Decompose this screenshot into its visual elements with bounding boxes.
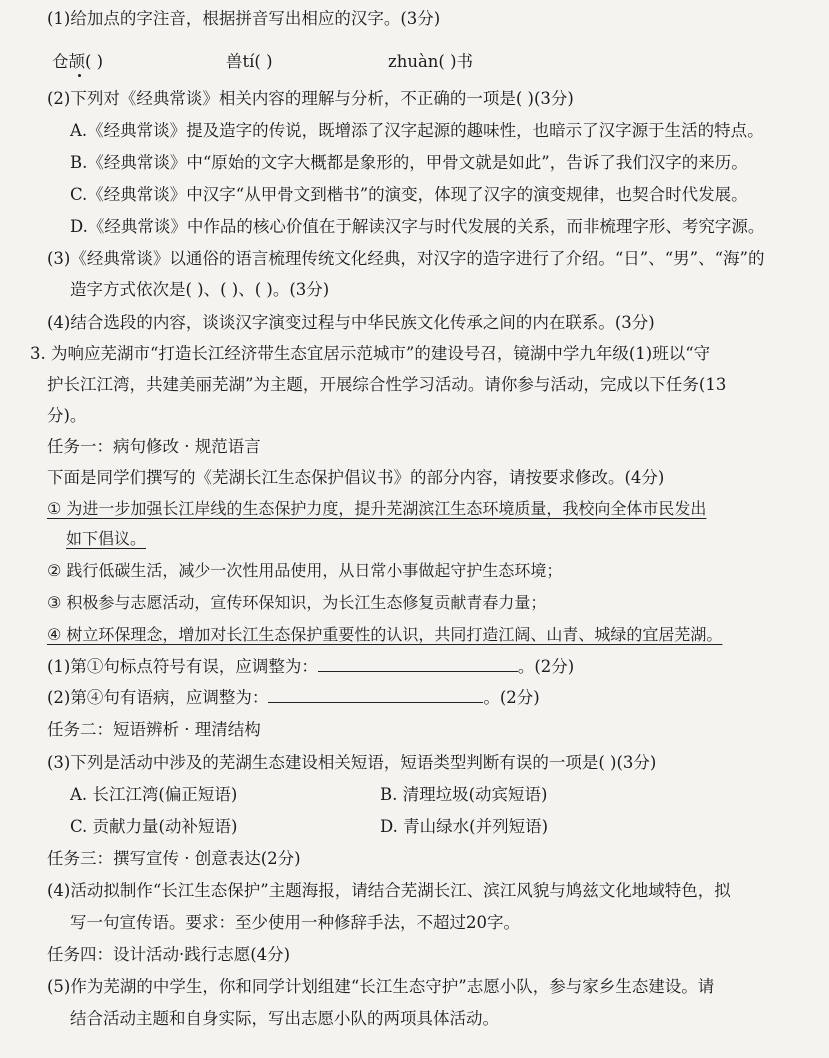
task4-line1: (5)作为芜湖的中学生，你和同学计划组建“长江生态守护”志愿小队，参与家乡生态建设。请 — [47, 977, 715, 996]
task1-title: 任务一：病句修改 · 规范语言 — [47, 437, 261, 456]
task1-q1-text: (1)第①句标点符号有误，应调整为： — [47, 657, 318, 676]
q2-2-option-c: C.《经典常谈》中汉字“从甲骨文到楷书”的演变，体现了汉字的演变规律，也契合时代发展。 — [70, 185, 748, 204]
task2-prompt: (3)下列是活动中涉及的芜湖生态建设相关短语，短语类型判断有误的一项是( )(3分) — [47, 753, 657, 772]
q2-2-option-a: A.《经典常谈》提及造字的传说，既增添了汉字起源的趣味性，也暗示了汉字源于生活的特点。 — [70, 121, 764, 140]
task4-line2: 结合活动主题和自身实际，写出志愿小队的两项具体活动。 — [70, 1009, 499, 1028]
q3-intro-line3: 分)。 — [47, 406, 87, 425]
task2-option-d: D. 青山绿水(并列短语) — [380, 817, 549, 836]
task1-sentence-3: ③ 积极参与志愿活动，宣传环保知识，为长江生态修复贡献青春力量； — [47, 593, 547, 612]
q2-1-item-zhuanshu: zhuàn( )书 — [388, 52, 474, 71]
q2-3-line2: 造字方式依次是( )、( )、( )。(3分) — [70, 280, 330, 299]
q2-1-prompt: (1)给加点的字注音，根据拼音写出相应的汉字。(3分) — [47, 9, 441, 28]
q2-4-prompt: (4)结合选段的内容，谈谈汉字演变过程与中华民族文化传承之间的内在联系。(3分) — [47, 313, 655, 332]
emphasis-dot — [78, 74, 81, 77]
task1-q1-score: 。(2分) — [517, 657, 575, 676]
q2-2-option-d: D.《经典常谈》中作品的核心价值在于解读汉字与时代发展的关系，而非梳理字形、考究字源。 — [70, 217, 765, 236]
task1-intro: 下面是同学们撰写的《芜湖长江生态保护倡议书》的部分内容，请按要求修改。(4分) — [47, 468, 665, 487]
task1-q1 — [47, 656, 574, 678]
task3-line2: 写一句宣传语。要求：至少使用一种修辞手法，不超过20字。 — [70, 913, 520, 932]
q3-intro-line2: 护长江江湾，共建美丽芜湖”为主题，开展综合性学习活动。请你参与活动，完成以下任务(13 — [47, 375, 727, 394]
task2-option-c: C. 贡献力量(动补短语) — [70, 817, 238, 836]
task1-sentence-2: ② 践行低碳生活，减少一次性用品使用，从日常小事做起守护生态环境； — [47, 561, 563, 580]
task1-sentence-4: ④ 树立环保理念，增加对长江生态保护重要性的认识，共同打造江阔、山青、城绿的宜居芜湖。 — [47, 625, 723, 644]
task3-line1: (4)活动拟制作“长江生态保护”主题海报，请结合芜湖长江、滨江风貌与鸠兹文化地域特色，拟 — [47, 881, 731, 900]
q3-intro-line1: 3. 为响应芜湖市“打造长江经济带生态宜居示范城市”的建设号召，镜湖中学九年级(1)班以“守 — [30, 344, 711, 363]
q2-3-line1: (3)《经典常谈》以通俗的语言梳理传统文化经典，对汉字的造字进行了介绍。“日”、“男”、“海”的 — [47, 249, 765, 268]
task2-title: 任务二：短语辨析 · 理清结构 — [47, 720, 261, 739]
answer-blank-1[interactable] — [318, 657, 518, 672]
task1-q2-text: (2)第④句有语病，应调整为： — [47, 688, 269, 707]
q2-2-option-b: B.《经典常谈》中“原始的文字大概都是象形的，甲骨文就是如此”，告诉了我们汉字的来历。 — [70, 153, 748, 172]
task3-title: 任务三：撰写宣传 · 创意表达(2分) — [47, 849, 301, 868]
q2-2-prompt: (2)下列对《经典常谈》相关内容的理解与分析，不正确的一项是( )(3分) — [47, 89, 574, 108]
task1-sentence-1a: ① 为进一步加强长江岸线的生态保护力度，提升芜湖滨江生态环境质量，我校向全体市民发出 — [47, 499, 707, 518]
task2-option-a: A. 长江江湾(偏正短语) — [70, 785, 238, 804]
task1-q2-score: 。(2分) — [483, 688, 540, 707]
q2-1-item-cangjie: 仓颉( ) — [52, 52, 104, 71]
answer-blank-2[interactable] — [268, 688, 483, 703]
task1-sentence-1b: 如下倡议。 — [66, 529, 147, 548]
task2-option-b: B. 清理垃圾(动宾短语) — [380, 785, 548, 804]
q2-1-item-shouti: 兽tí( ) — [226, 52, 273, 71]
task1-q2 — [47, 687, 540, 709]
task4-title: 任务四：设计活动·践行志愿(4分) — [47, 945, 291, 964]
